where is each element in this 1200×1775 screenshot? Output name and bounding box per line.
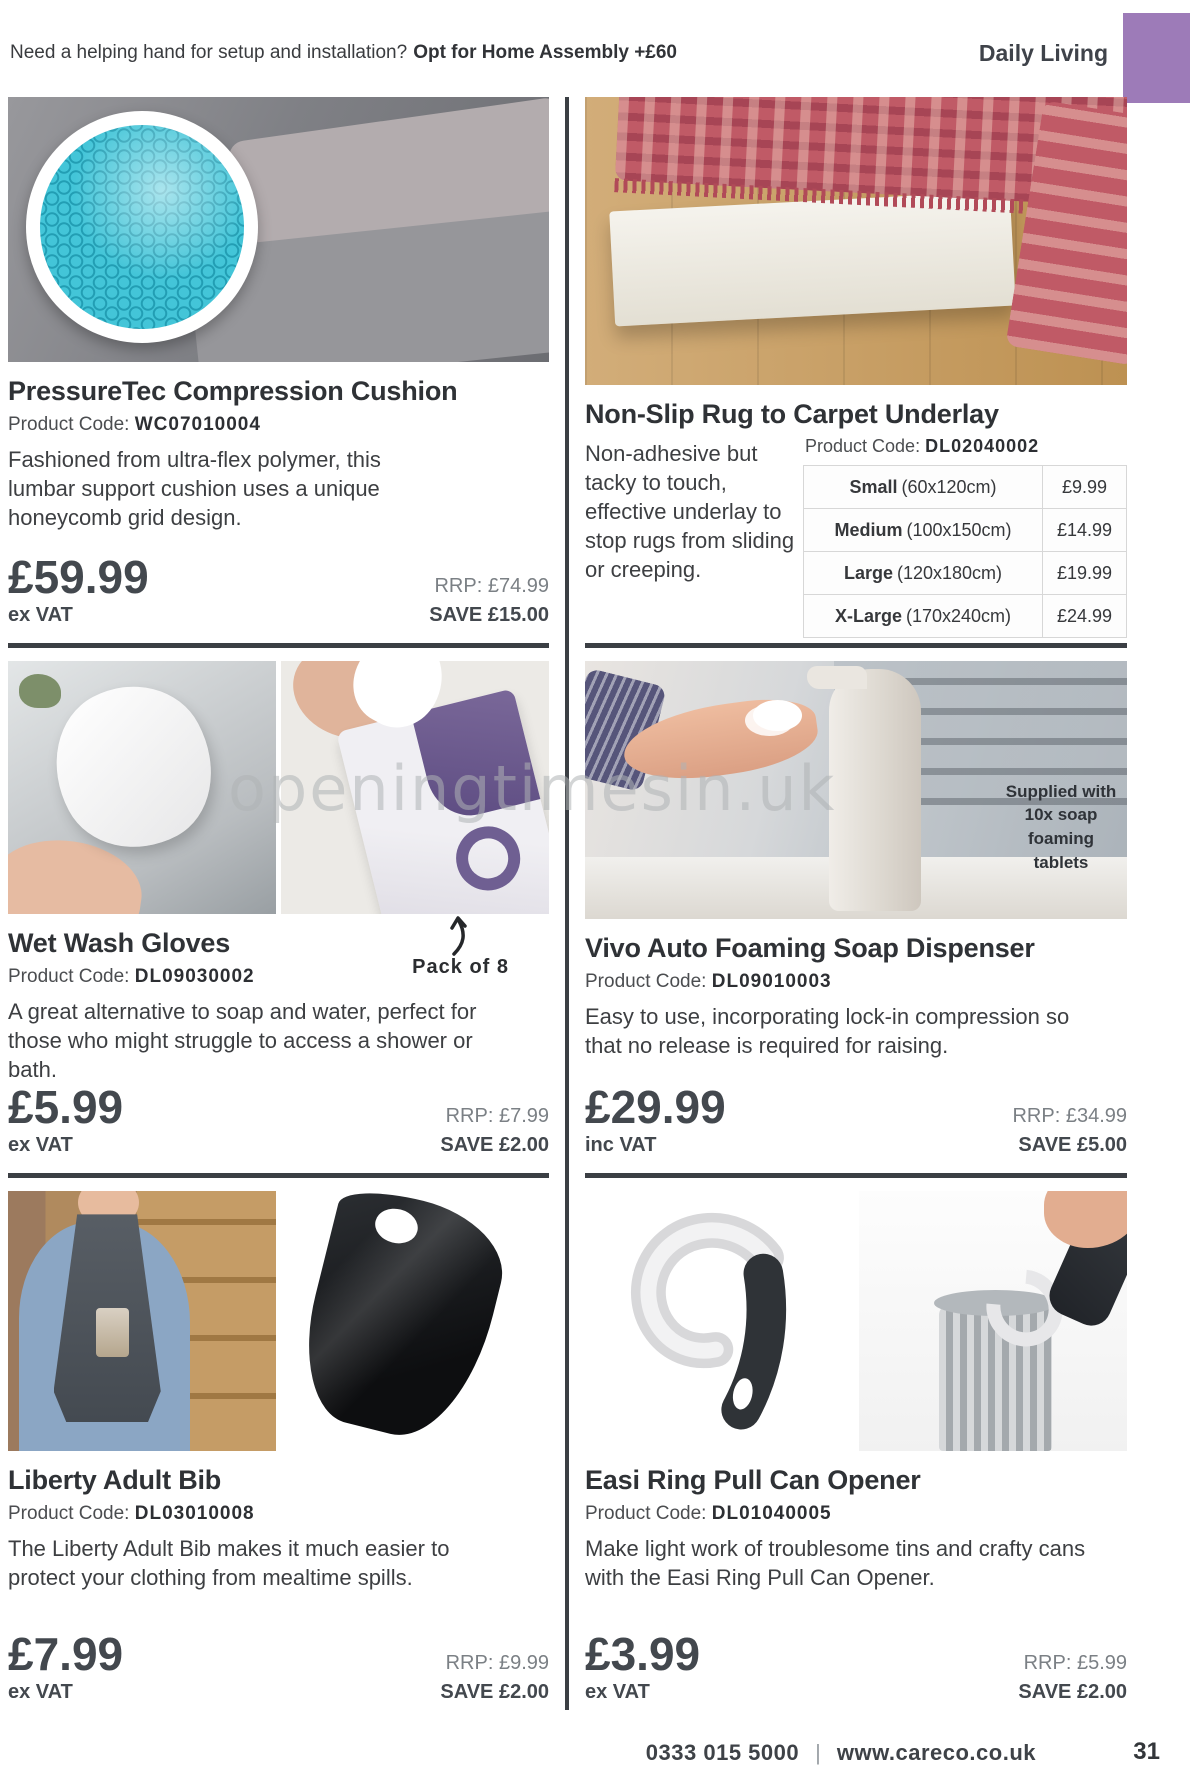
product-code-label: Product Code: — [8, 414, 130, 435]
curved-arrow-up-icon — [448, 916, 474, 956]
size-dims: (60x120cm) — [901, 476, 997, 497]
product-code-value: DL09010003 — [711, 971, 832, 992]
save-value: SAVE £2.00 — [440, 1681, 549, 1703]
underlay-split-layout — [585, 436, 1127, 638]
size-label: Small — [849, 476, 898, 497]
size-price-cell: £14.99 — [1043, 509, 1127, 552]
product-code-line — [8, 1503, 549, 1525]
save-value: SAVE £15.00 — [429, 604, 549, 626]
product-code-line — [8, 414, 549, 436]
size-price-cell: £9.99 — [1043, 466, 1127, 509]
rrp-value: RRP: £74.99 — [434, 575, 549, 597]
home-assembly-note-bold: Opt for Home Assembly +£60 — [413, 42, 677, 63]
product-description: A great alternative to soap and water, perfect for those who might struggle to access a shower or bath. — [8, 999, 477, 1083]
size-dims: (170x240cm) — [905, 605, 1012, 626]
vat-note: ex VAT — [8, 1134, 73, 1157]
price-value: £5.99 — [8, 1081, 124, 1134]
category-color-tab — [1123, 13, 1190, 103]
table-row — [804, 466, 1127, 509]
price-block — [8, 1081, 549, 1163]
pack-note-text: Pack of 8 — [412, 956, 509, 978]
home-assembly-note-regular: Need a helping hand for setup and installation? — [10, 42, 408, 63]
price-left — [8, 551, 149, 627]
pack-logo-ring — [450, 819, 528, 897]
price-block — [8, 551, 549, 633]
rrp-value: RRP: £5.99 — [1023, 1652, 1127, 1674]
product-code-value: DL09030002 — [134, 966, 255, 987]
page-number: 31 — [1133, 1738, 1160, 1765]
opener-in-use-photo — [859, 1191, 1128, 1451]
product-code-line — [585, 1503, 1127, 1525]
product-code-value: DL02040002 — [925, 436, 1040, 456]
product-title: Easi Ring Pull Can Opener — [585, 1465, 921, 1495]
save-value: SAVE £2.00 — [1018, 1681, 1127, 1703]
column-divider — [565, 97, 569, 1710]
price-value: £3.99 — [585, 1628, 701, 1680]
footer-phone: 0333 015 5000 — [645, 1740, 800, 1765]
underlay-product-photo — [585, 97, 1127, 385]
size-price-cell: £19.99 — [1043, 552, 1127, 595]
product-code-line — [585, 971, 1127, 993]
size-cell — [804, 466, 1043, 509]
page-header — [0, 0, 1200, 97]
product-card-rug-underlay — [585, 97, 1127, 648]
save-value: SAVE £2.00 — [440, 1134, 549, 1157]
category-title: Daily Living — [978, 40, 1108, 66]
product-card-can-opener — [585, 1178, 1127, 1710]
product-code-value: WC07010004 — [134, 414, 261, 435]
size-cell — [804, 509, 1043, 552]
bib-product-photos — [8, 1191, 549, 1451]
mug-shape — [96, 1308, 128, 1357]
product-description: Make light work of troublesome tins and crafty cans with the Easi Ring Pull Can Opener. — [585, 1536, 1086, 1591]
size-label: X-Large — [834, 605, 902, 626]
price-value: £7.99 — [8, 1628, 124, 1680]
table-row — [804, 552, 1127, 595]
vat-note: ex VAT — [8, 1681, 73, 1703]
size-dims: (120x180cm) — [896, 562, 1003, 583]
opener-product-photos — [585, 1191, 1127, 1451]
price-left — [8, 1081, 124, 1157]
size-table-block — [803, 436, 1127, 638]
rrp-value: RRP: £7.99 — [445, 1105, 549, 1128]
product-code-line — [805, 436, 1127, 457]
size-dims: (100x150cm) — [906, 519, 1012, 540]
price-right — [1012, 1105, 1127, 1157]
footer-separator: | — [815, 1740, 821, 1765]
product-code-line — [8, 966, 255, 988]
product-title: Wet Wash Gloves — [8, 928, 231, 958]
table-row — [804, 595, 1127, 638]
gloves-title-row — [8, 914, 549, 988]
product-grid — [8, 97, 1127, 1710]
product-code-label: Product Code: — [585, 1503, 707, 1524]
product-card-liberty-adult-bib — [8, 1178, 549, 1710]
size-label: Medium — [834, 519, 903, 540]
price-left — [585, 1081, 726, 1157]
size-cell — [804, 552, 1043, 595]
product-card-soap-dispenser — [585, 648, 1127, 1178]
size-label: Large — [843, 562, 893, 583]
product-code-value: DL01040005 — [711, 1503, 832, 1524]
price-right — [440, 1652, 549, 1704]
gel-honeycomb-pad — [40, 125, 244, 329]
price-right — [1018, 1652, 1127, 1704]
price-value: £59.99 — [8, 551, 149, 603]
rrp-value: RRP: £9.99 — [445, 1652, 549, 1674]
product-code-value: DL03010008 — [134, 1503, 255, 1524]
size-price-table — [803, 465, 1127, 638]
product-description: The Liberty Adult Bib makes it much easier to protect your clothing from mealtime spills. — [8, 1536, 450, 1591]
vat-note: inc VAT — [585, 1134, 657, 1156]
price-block — [585, 1081, 1127, 1163]
size-price-cell: £24.99 — [1043, 595, 1127, 638]
watermark-text: openingtimesin.uk — [228, 752, 837, 825]
vat-note: ex VAT — [8, 604, 73, 626]
inset-circle — [26, 111, 258, 343]
dispenser-bottle-shape — [829, 669, 921, 912]
price-block — [585, 1628, 1127, 1710]
product-code-label: Product Code: — [8, 1503, 130, 1524]
vat-note: ex VAT — [585, 1681, 650, 1703]
dispenser-spout-shape — [807, 666, 867, 689]
product-code-label: Product Code: — [8, 966, 130, 987]
underlay-sheet-shape — [609, 190, 1016, 326]
rrp-value: RRP: £34.99 — [1012, 1105, 1127, 1127]
footer-contact — [646, 1740, 1036, 1766]
footer-website: www.careco.co.uk — [836, 1740, 1036, 1765]
size-cell — [804, 595, 1043, 638]
product-description: Non-adhesive but tacky to touch, effective underlay to stop rugs from sliding or creeping. — [585, 441, 795, 583]
pack-of-8-callout — [412, 916, 509, 979]
product-title: Non-Slip Rug to Carpet Underlay — [585, 399, 999, 429]
home-assembly-note — [10, 42, 677, 64]
cushion-product-photo — [8, 97, 549, 362]
product-description: Fashioned from ultra-flex polymer, this lumbar support cushion uses a unique honeycomb grid design. — [8, 447, 381, 531]
foam-shape — [753, 700, 802, 731]
product-code-label: Product Code: — [585, 971, 707, 992]
opener-product-photo — [585, 1191, 854, 1451]
ring-pull-opener-shape — [624, 1206, 814, 1436]
hand-shape — [1044, 1191, 1127, 1248]
bib-product-photo — [281, 1191, 549, 1451]
product-title: Vivo Auto Foaming Soap Dispenser — [585, 933, 1035, 963]
bib-lifestyle-photo — [8, 1191, 276, 1451]
product-card-pressuretec-cushion — [8, 97, 549, 648]
price-block — [8, 1628, 549, 1710]
product-code-label: Product Code: — [805, 436, 921, 456]
product-description: Easy to use, incorporating lock-in compression so that no release is required for raising. — [585, 1004, 1070, 1059]
product-card-wet-wash-gloves — [8, 648, 549, 1178]
price-left — [8, 1628, 124, 1704]
price-left — [585, 1628, 701, 1704]
save-value: SAVE £5.00 — [1018, 1134, 1127, 1156]
product-title: Liberty Adult Bib — [8, 1465, 222, 1495]
price-right — [440, 1105, 549, 1157]
price-right — [429, 575, 549, 627]
plant-shape — [19, 674, 61, 708]
product-title: PressureTec Compression Cushion — [8, 376, 458, 406]
price-value: £29.99 — [585, 1081, 726, 1133]
photo-note-text: Supplied with 10x soap foaming tablets — [1005, 781, 1117, 873]
table-row — [804, 509, 1127, 552]
